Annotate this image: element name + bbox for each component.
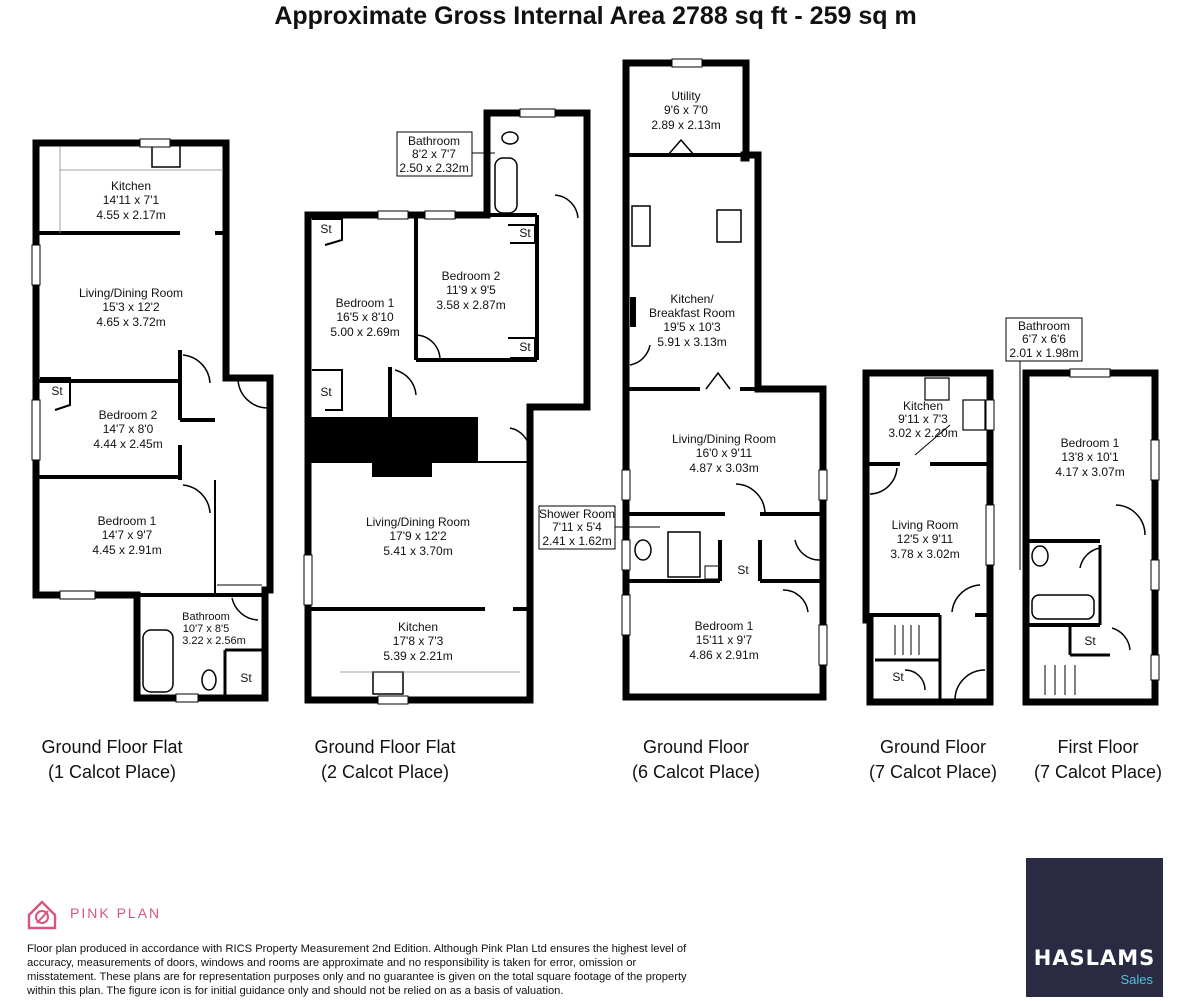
room-label-p1-kitchen <box>96 179 165 222</box>
svg-text:Bedroom 1: Bedroom 1 <box>694 619 754 633</box>
room-label-p3-living <box>672 432 776 475</box>
caption-line: (6 Calcot Place) <box>631 762 761 782</box>
room-label-p3-utility <box>651 89 720 132</box>
svg-text:Bedroom 1: Bedroom 1 <box>97 514 157 528</box>
caption-line: First Floor <box>1057 737 1139 757</box>
room-label-p1-bathroom <box>182 611 246 647</box>
svg-text:2.41 x 1.62m: 2.41 x 1.62m <box>542 534 612 548</box>
svg-text:Living/Dining Room: Living/Dining Room <box>671 432 777 446</box>
svg-text:3.22 x 2.56m: 3.22 x 2.56m <box>182 635 246 647</box>
caption-line: Ground Floor <box>879 737 987 757</box>
plan-3-walls <box>626 63 823 697</box>
brand-name: HASLAMS <box>1033 946 1156 970</box>
svg-text:11'9 x 9'5: 11'9 x 9'5 <box>446 283 496 297</box>
svg-text:2.89 x 2.13m: 2.89 x 2.13m <box>651 118 721 132</box>
svg-text:5.00 x 2.69m: 5.00 x 2.69m <box>330 325 400 339</box>
svg-text:Living/Dining Room: Living/Dining Room <box>78 286 184 300</box>
svg-text:Kitchen: Kitchen <box>110 179 152 193</box>
room-label-p1-bedroom1 <box>92 514 161 557</box>
caption-line: Ground Floor <box>642 737 750 757</box>
caption-line: Ground Floor Flat <box>41 737 183 757</box>
svg-text:14'11 x 7'1: 14'11 x 7'1 <box>102 193 160 207</box>
svg-text:8'2 x 7'7: 8'2 x 7'7 <box>412 147 456 161</box>
svg-text:6'7 x 6'6: 6'7 x 6'6 <box>1022 332 1066 346</box>
svg-text:Bathroom: Bathroom <box>407 134 461 148</box>
svg-text:Kitchen: Kitchen <box>902 399 944 413</box>
svg-text:15'3 x 12'2: 15'3 x 12'2 <box>102 300 160 314</box>
plan-caption <box>606 735 786 785</box>
caption-line: (1 Calcot Place) <box>47 762 177 782</box>
svg-text:Living/Dining Room: Living/Dining Room <box>365 515 471 529</box>
svg-text:9'6 x 7'0: 9'6 x 7'0 <box>664 103 708 117</box>
svg-text:2.50 x 2.32m: 2.50 x 2.32m <box>399 161 469 175</box>
svg-text:Bathroom: Bathroom <box>1017 319 1071 333</box>
svg-text:9'11 x 7'3: 9'11 x 7'3 <box>898 412 948 426</box>
plan-5-interior <box>1020 356 1145 695</box>
svg-text:16'0 x 9'11: 16'0 x 9'11 <box>695 446 753 460</box>
svg-text:5.91 x 3.13m: 5.91 x 3.13m <box>657 335 727 349</box>
plan-caption <box>295 735 475 785</box>
svg-text:13'8 x 10'1: 13'8 x 10'1 <box>1061 450 1119 464</box>
svg-text:10'7 x 8'5: 10'7 x 8'5 <box>182 623 230 635</box>
room-label-p4-kitchen <box>888 399 957 440</box>
room-label-p3-kitchen <box>649 292 735 349</box>
svg-text:Bedroom 1: Bedroom 1 <box>1060 436 1120 450</box>
plan-2-walls <box>308 113 587 700</box>
svg-text:14'7 x 9'7: 14'7 x 9'7 <box>101 528 153 542</box>
plan2-chimney-breast-2 <box>372 417 432 477</box>
room-label-p2-bedroom2 <box>436 269 505 312</box>
svg-text:4.65 x 3.72m: 4.65 x 3.72m <box>96 315 166 329</box>
store-label: St <box>519 226 531 240</box>
svg-text:4.44 x 2.45m: 4.44 x 2.45m <box>93 437 163 451</box>
caption-line: (2 Calcot Place) <box>320 762 450 782</box>
svg-text:3.02 x 2.20m: 3.02 x 2.20m <box>888 426 958 440</box>
plan3-outer-wall <box>626 63 823 697</box>
plan-caption <box>22 735 202 785</box>
caption-line: Ground Floor Flat <box>314 737 456 757</box>
svg-text:19'5 x 10'3: 19'5 x 10'3 <box>663 320 721 334</box>
page-title: Approximate Gross Internal Area 2788 sq ft - 259 sq m <box>274 2 917 30</box>
plan-3-interior <box>626 140 823 612</box>
room-label-p2-living <box>366 515 470 558</box>
room-label-p3-bedroom1 <box>689 619 758 662</box>
svg-text:5.41 x 3.70m: 5.41 x 3.70m <box>383 544 453 558</box>
room-label-p2-kitchen <box>383 620 452 663</box>
store-label: St <box>320 222 332 236</box>
store-label: St <box>1084 634 1096 648</box>
store-label: St <box>737 563 749 577</box>
svg-text:16'5 x 8'10: 16'5 x 8'10 <box>336 310 394 324</box>
store-label: St <box>320 385 332 399</box>
room-label-p1-bedroom2 <box>93 408 162 451</box>
svg-text:Breakfast Room: Breakfast Room <box>648 306 736 320</box>
store-label: St <box>240 671 252 685</box>
haslams-logo <box>1026 858 1163 997</box>
svg-text:Bedroom 2: Bedroom 2 <box>441 269 501 283</box>
svg-text:17'9 x 12'2: 17'9 x 12'2 <box>389 529 447 543</box>
svg-text:4.45 x 2.91m: 4.45 x 2.91m <box>92 543 162 557</box>
svg-text:5.39 x 2.21m: 5.39 x 2.21m <box>383 649 453 663</box>
plan5-outer-wall <box>1026 373 1155 702</box>
svg-text:Living Room: Living Room <box>891 518 959 532</box>
svg-text:15'11 x 9'7: 15'11 x 9'7 <box>695 633 753 647</box>
caption-line: (7 Calcot Place) <box>868 762 998 782</box>
svg-text:Bedroom 2: Bedroom 2 <box>98 408 158 422</box>
plan-caption <box>1018 735 1178 785</box>
svg-text:4.86 x 2.91m: 4.86 x 2.91m <box>689 648 759 662</box>
svg-text:17'8 x 7'3: 17'8 x 7'3 <box>392 634 444 648</box>
svg-text:4.55 x 2.17m: 4.55 x 2.17m <box>96 208 166 222</box>
svg-text:2.01 x 1.98m: 2.01 x 1.98m <box>1009 346 1079 360</box>
svg-text:Bathroom: Bathroom <box>182 611 230 623</box>
svg-text:3.78 x 3.02m: 3.78 x 3.02m <box>890 547 960 561</box>
disclaimer: Floor plan produced in accordance with RICS Property Measurement 2nd Edition. Although Pink Plan Ltd ensures the highest level of accuracy, measurements of doors, windows and rooms are approximate and no responsibility is taken for error, omission or misstatement. These plans are for representation purposes only and no guarantee is given on the total square footage of the property within this plan. The figure icon is for initial guidance only and should not be relied on as a basis of valuation. <box>27 943 687 997</box>
store-label: St <box>51 384 63 398</box>
svg-text:4.17 x 3.07m: 4.17 x 3.07m <box>1055 465 1125 479</box>
store-label: St <box>892 670 904 684</box>
brand-sub: Sales <box>1120 972 1153 987</box>
room-label-p2-bedroom1 <box>330 296 399 339</box>
svg-text:14'7 x 8'0: 14'7 x 8'0 <box>102 422 154 436</box>
svg-text:Kitchen: Kitchen <box>397 620 439 634</box>
room-label-p5-bedroom1 <box>1055 436 1124 479</box>
svg-text:4.87 x 3.03m: 4.87 x 3.03m <box>689 461 759 475</box>
svg-text:Bedroom 1: Bedroom 1 <box>335 296 395 310</box>
room-label-p4-living <box>890 518 959 561</box>
store-label: St <box>519 340 531 354</box>
svg-text:Utility: Utility <box>671 89 701 103</box>
pink-plan-logo-text: PINK PLAN <box>70 905 162 921</box>
room-label-p1-living <box>79 286 183 329</box>
plan-5-walls <box>1026 373 1155 702</box>
plan2-outer-wall <box>308 113 587 700</box>
caption-line: (7 Calcot Place) <box>1033 762 1163 782</box>
svg-text:Kitchen/: Kitchen/ <box>670 292 714 306</box>
plan-caption <box>853 735 1013 785</box>
svg-text:12'5 x 9'11: 12'5 x 9'11 <box>896 532 954 546</box>
svg-text:7'11 x 5'4: 7'11 x 5'4 <box>552 520 602 534</box>
svg-text:3.58 x 2.87m: 3.58 x 2.87m <box>436 298 506 312</box>
svg-text:Shower Room: Shower Room <box>538 507 616 521</box>
